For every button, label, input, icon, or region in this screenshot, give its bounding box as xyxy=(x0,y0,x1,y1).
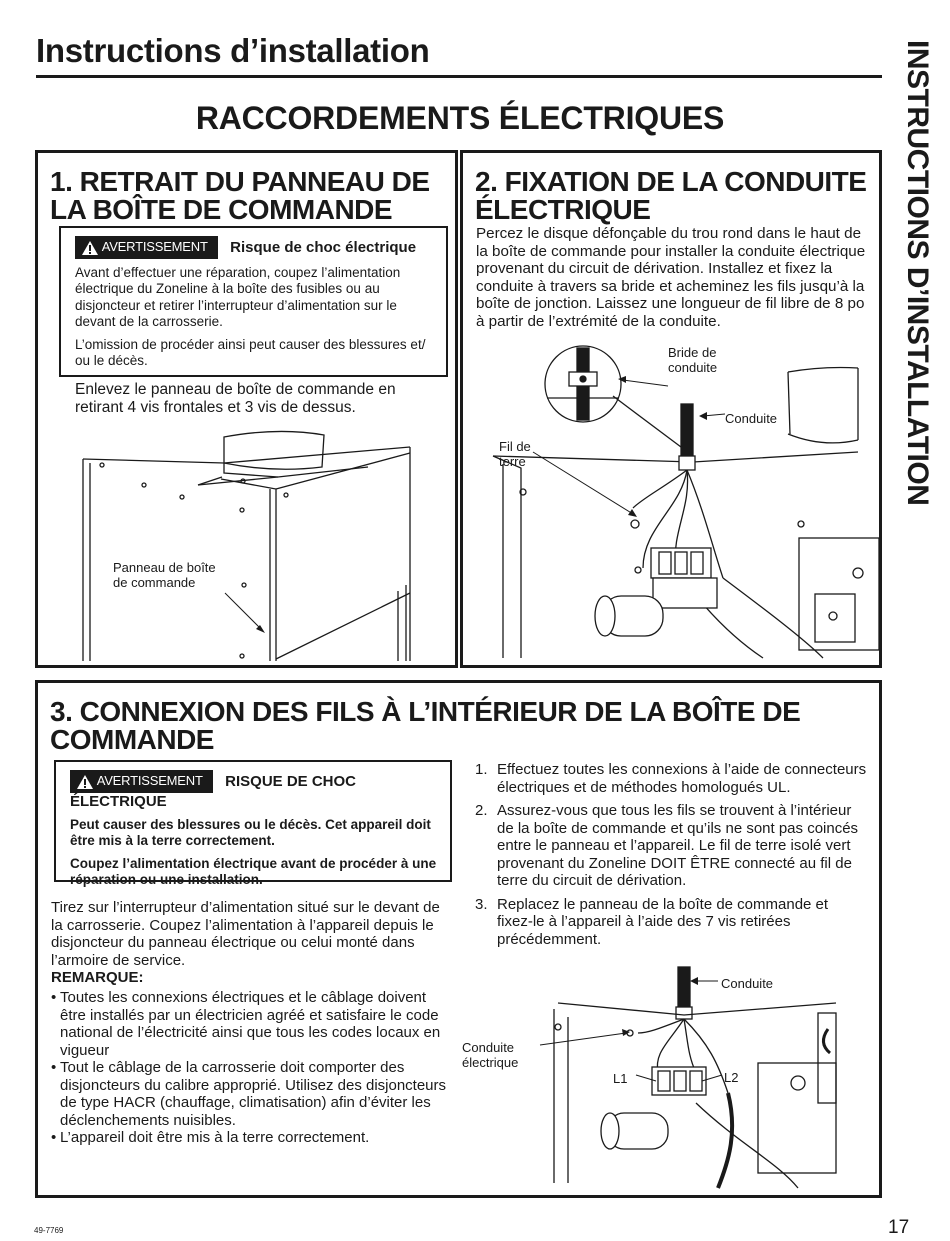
warning-badge-label: AVERTISSEMENT xyxy=(96,773,203,788)
step2-box xyxy=(460,150,882,668)
title-rule xyxy=(36,75,882,78)
step2-text: Percez le disque défonçable du trou rond dans le haut de la boîte de commande pour installer la conduite électrique provenant du circuit de dérivation. Installez et fixez la conduite à travers sa bride et acheminez les fils jusqu’à la boîte de jonction. Laissez une longueur de fil libre de 8 po à partir de l’extrémité de la conduite. xyxy=(476,225,866,330)
step3-title xyxy=(50,698,800,754)
step3-conduite-elec-label xyxy=(462,1040,518,1070)
step-item xyxy=(475,802,867,890)
step-text: Assurez-vous que tous les fils se trouvent à l’intérieur de la boîte de commande et qu’ils ne sont pas coincés entre le panneau et l’appareil. Le fil de terre isolé vert provenant du Zoneline DOIT ÊTRE connecté au fil de terre du circuit de dérivation. xyxy=(497,802,859,889)
step1-warning-text1: Avant d’effectuer une réparation, coupez l’alimentation électrique du Zoneline à la boîte des fusibles ou au disjoncteur et retirer l’interrupteur d’alimentation sur le devant de la carrosserie. xyxy=(75,264,401,330)
warning-badge xyxy=(75,236,218,259)
step-number: 2. xyxy=(475,802,488,819)
step2-bride-label xyxy=(668,345,717,375)
step3-conduite-label: Conduite xyxy=(721,976,774,991)
step3-warning-text1: Peut causer des blessures ou le décès. Cet appareil doit être mis à la terre correctement. xyxy=(70,816,431,849)
step3-conduite-elec-line1: Conduite xyxy=(462,1040,515,1055)
step3-steps xyxy=(475,761,867,954)
warning-triangle-icon xyxy=(76,774,94,790)
step3-l1-label: L1 xyxy=(613,1071,628,1086)
step1-panel-label-line2: de commande xyxy=(113,575,196,590)
step3-remark-title: REMARQUE: xyxy=(51,969,144,986)
step3-figure xyxy=(458,963,838,1193)
step-item xyxy=(475,896,867,949)
step2-title-line2: ÉLECTRIQUE xyxy=(475,194,651,225)
warning-badge-label: AVERTISSEMENT xyxy=(101,239,208,254)
step3-warning-text2: Coupez l’alimentation électrique avant de procéder à une réparation ou une installation. xyxy=(70,855,437,888)
step1-title-line1: 1. RETRAIT DU PANNEAU DE xyxy=(50,166,430,197)
step1-title xyxy=(50,168,430,224)
step3-warning-header xyxy=(70,770,438,811)
step-text: Replacez le panneau de la boîte de commande et fixez-le à l’appareil à l’aide des 7 vis retirées précédemment. xyxy=(497,895,829,948)
step3-warning-heading: RISQUE DE CHOC ÉLECTRIQUE xyxy=(70,772,357,810)
step2-fil-label xyxy=(499,439,531,469)
step1-warning-heading: Risque de choc électrique xyxy=(230,238,417,256)
step2-bride-label-line2: conduite xyxy=(668,360,718,375)
page-title: Instructions d’installation xyxy=(36,32,430,69)
doc-number: 49-7769 xyxy=(34,1226,64,1235)
step3-title-line1: 3. CONNEXION DES FILS À L’INTÉRIEUR DE LA BOÎTE DE xyxy=(50,696,801,727)
step3-conduite-elec-line2: électrique xyxy=(462,1055,519,1070)
step1-warning-text2: L’omission de procéder ainsi peut causer des blessures et/ ou le décès. xyxy=(75,336,426,369)
step3-notes xyxy=(51,989,451,1147)
warning-badge xyxy=(70,770,213,793)
step2-fil-label-line1: Fil de xyxy=(499,439,531,454)
step1-instruction: Enlevez le panneau de boîte de commande en retirant 4 vis frontales et 3 vis de dessus. xyxy=(75,381,396,416)
note-item: • L’appareil doit être mis à la terre correctement. xyxy=(51,1129,451,1147)
step1-title-line2: LA BOÎTE DE COMMANDE xyxy=(50,194,393,225)
step-number: 3. xyxy=(475,895,488,913)
step3-title-line2: COMMANDE xyxy=(50,724,214,755)
step2-bride-label-line1: Bride de xyxy=(668,345,717,360)
step3-warning-box xyxy=(54,760,452,888)
step1-warning-header xyxy=(75,236,434,259)
step2-title-line1: 2. FIXATION DE LA CONDUITE xyxy=(475,166,867,197)
step2-conduite-label: Conduite xyxy=(725,411,778,426)
step2-fil-label-line2: terre xyxy=(499,454,526,469)
step1-panel-label xyxy=(113,560,216,590)
page-number: 17 xyxy=(888,1217,910,1238)
warning-triangle-icon xyxy=(81,240,99,256)
step1-box xyxy=(35,150,458,668)
step2-figure xyxy=(463,338,879,665)
note-item: • Tout le câblage de la carrosserie doit comporter des disjoncteurs du calibre approprié. Utilisez des disjoncteurs de type HACR (chauffage, climatisation) afin d’éviter les déclenchements nuisibles. xyxy=(51,1059,451,1129)
step-number: 1. xyxy=(475,761,488,778)
step3-l2-label: L2 xyxy=(724,1070,739,1085)
step1-warning-box xyxy=(59,226,448,377)
step1-panel-label-line1: Panneau de boîte xyxy=(113,560,216,575)
step3-instruction: Tirez sur l’interrupteur d’alimentation situé sur le devant de la carrosserie. Coupez l’alimentation à l’appareil depuis le disjoncteur du panneau électrique ou celui monté dans l’armoire de service. xyxy=(51,899,440,969)
step-item xyxy=(475,761,867,796)
side-tab: INSTRUCTIONS D’INSTALLATION xyxy=(901,40,934,506)
step-text: Effectuez toutes les connexions à l’aide de connecteurs électriques et de méthodes homologués UL. xyxy=(497,761,867,796)
section-title: RACCORDEMENTS ÉLECTRIQUES xyxy=(195,100,725,136)
step1-figure xyxy=(38,423,455,666)
note-item: • Toutes les connexions électriques et le câblage doivent être installés par un électricien agréé et satisfaire le code national de l’électricité ainsi que tous les codes locaux en vigueur xyxy=(51,989,451,1059)
step3-box xyxy=(35,680,882,1198)
step2-title xyxy=(475,168,866,224)
